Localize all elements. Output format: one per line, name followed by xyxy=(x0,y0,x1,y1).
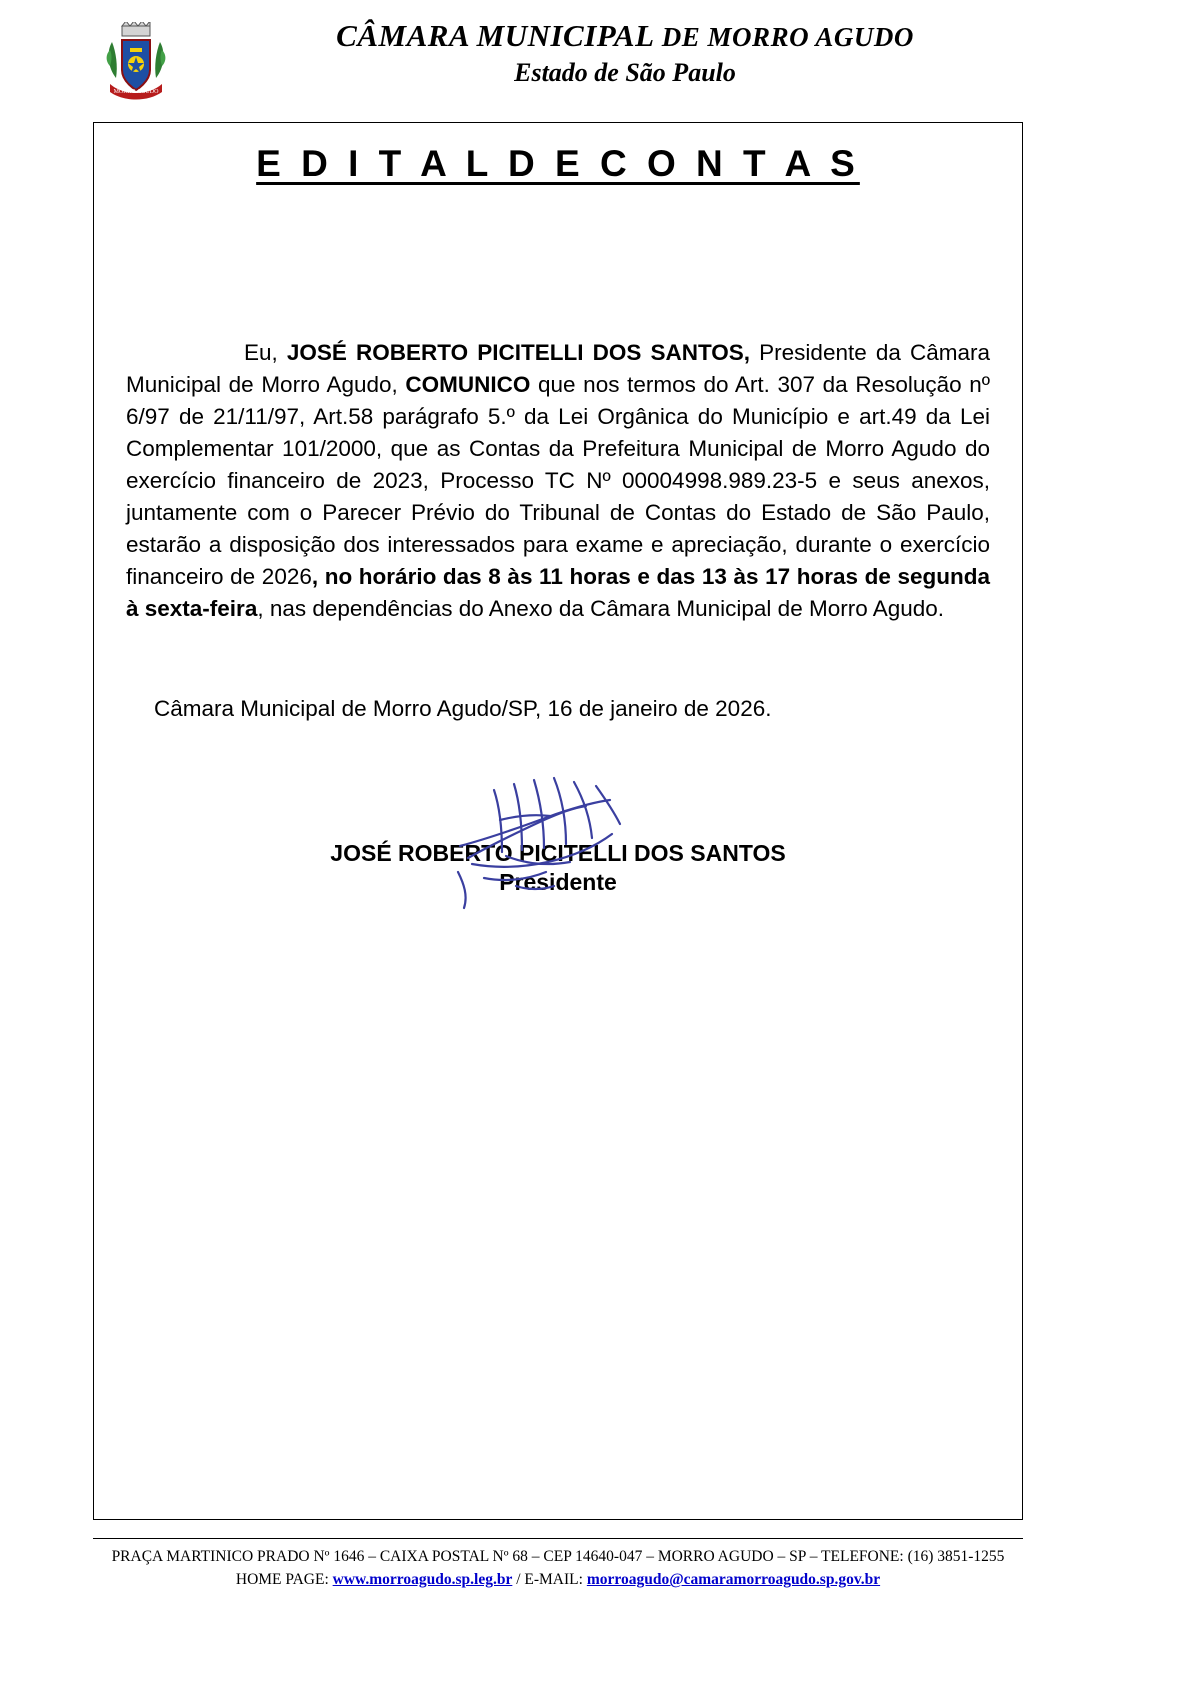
footer-email-link[interactable]: morroagudo@camaramorroagudo.sp.gov.br xyxy=(586,1571,881,1589)
body-seg-1: Eu, xyxy=(244,340,287,365)
body-signatory-name: JOSÉ ROBERTO PICITELLI DOS SANTOS, xyxy=(286,340,751,365)
body-seg-5: que nos termos do Art. 307 da Resolução nº 6/97 de 21/11/97, Art.58 parágrafo 5.º da Lei Orgânica do Município e art.49 da Lei Complementar 101/2000, que as Contas da Prefeitura Municipal de Morro Agudo do exercício financeiro de 2023, Processo TC Nº 00004998.989.23-5 e seus anexos, juntamente com o Parecer Prévio do Tribunal de Contas do Estado de São Paulo, estarão a disposição dos interessados para exame e apreciação, durante o exercício financeiro de 2026 xyxy=(126,371,990,589)
footer-homepage-link[interactable]: www.morroagudo.sp.leg.br xyxy=(332,1571,513,1589)
page-title: E D I T A L D E C O N T A S xyxy=(256,143,860,184)
signature-block xyxy=(94,840,1022,896)
footer-email-label: / E-MAIL: xyxy=(512,1571,587,1589)
document-body xyxy=(126,185,990,624)
header-text-block xyxy=(0,18,1190,88)
footer-homepage-label: HOME PAGE: xyxy=(235,1571,333,1589)
signatory-role: Presidente xyxy=(499,869,617,896)
institution-state: Estado de São Paulo xyxy=(514,57,736,87)
body-seg-7: , nas dependências do Anexo da Câmara Municipal de Morro Agudo. xyxy=(257,595,945,621)
document-footer xyxy=(93,1538,1023,1592)
footer-address: PRAÇA MARTINICO PRADO Nº 1646 – CAIXA POSTAL Nº 68 – CEP 14640-047 – MORRO AGUDO – SP – TELEFONE: (16) 3851-1255 xyxy=(111,1548,1005,1565)
signatory-name: JOSÉ ROBERTO PICITELLI DOS SANTOS xyxy=(330,840,786,867)
institution-title-tail: DE MORRO AGUDO xyxy=(654,22,914,52)
date-line: Câmara Municipal de Morro Agudo/SP, 16 de janeiro de 2026. xyxy=(154,696,772,722)
svg-text:MORRO AGUDO: MORRO AGUDO xyxy=(113,89,159,95)
document-header xyxy=(0,0,1190,110)
coat-of-arms-icon xyxy=(104,22,168,104)
institution-title xyxy=(60,18,1190,54)
body-comunico: COMUNICO xyxy=(405,371,531,397)
institution-title-main: CÂMARA MUNICIPAL xyxy=(336,18,655,53)
body-schedule: , no horário das 8 às 11 horas e das 13 às 17 horas de segunda à sexta-feira xyxy=(126,563,990,621)
document-frame xyxy=(93,122,1023,1520)
body-seg-3: Presidente da Câmara Municipal de Morro Agudo, xyxy=(126,340,991,397)
footer-divider xyxy=(93,1538,1023,1539)
footer-contacts xyxy=(93,1568,1023,1591)
